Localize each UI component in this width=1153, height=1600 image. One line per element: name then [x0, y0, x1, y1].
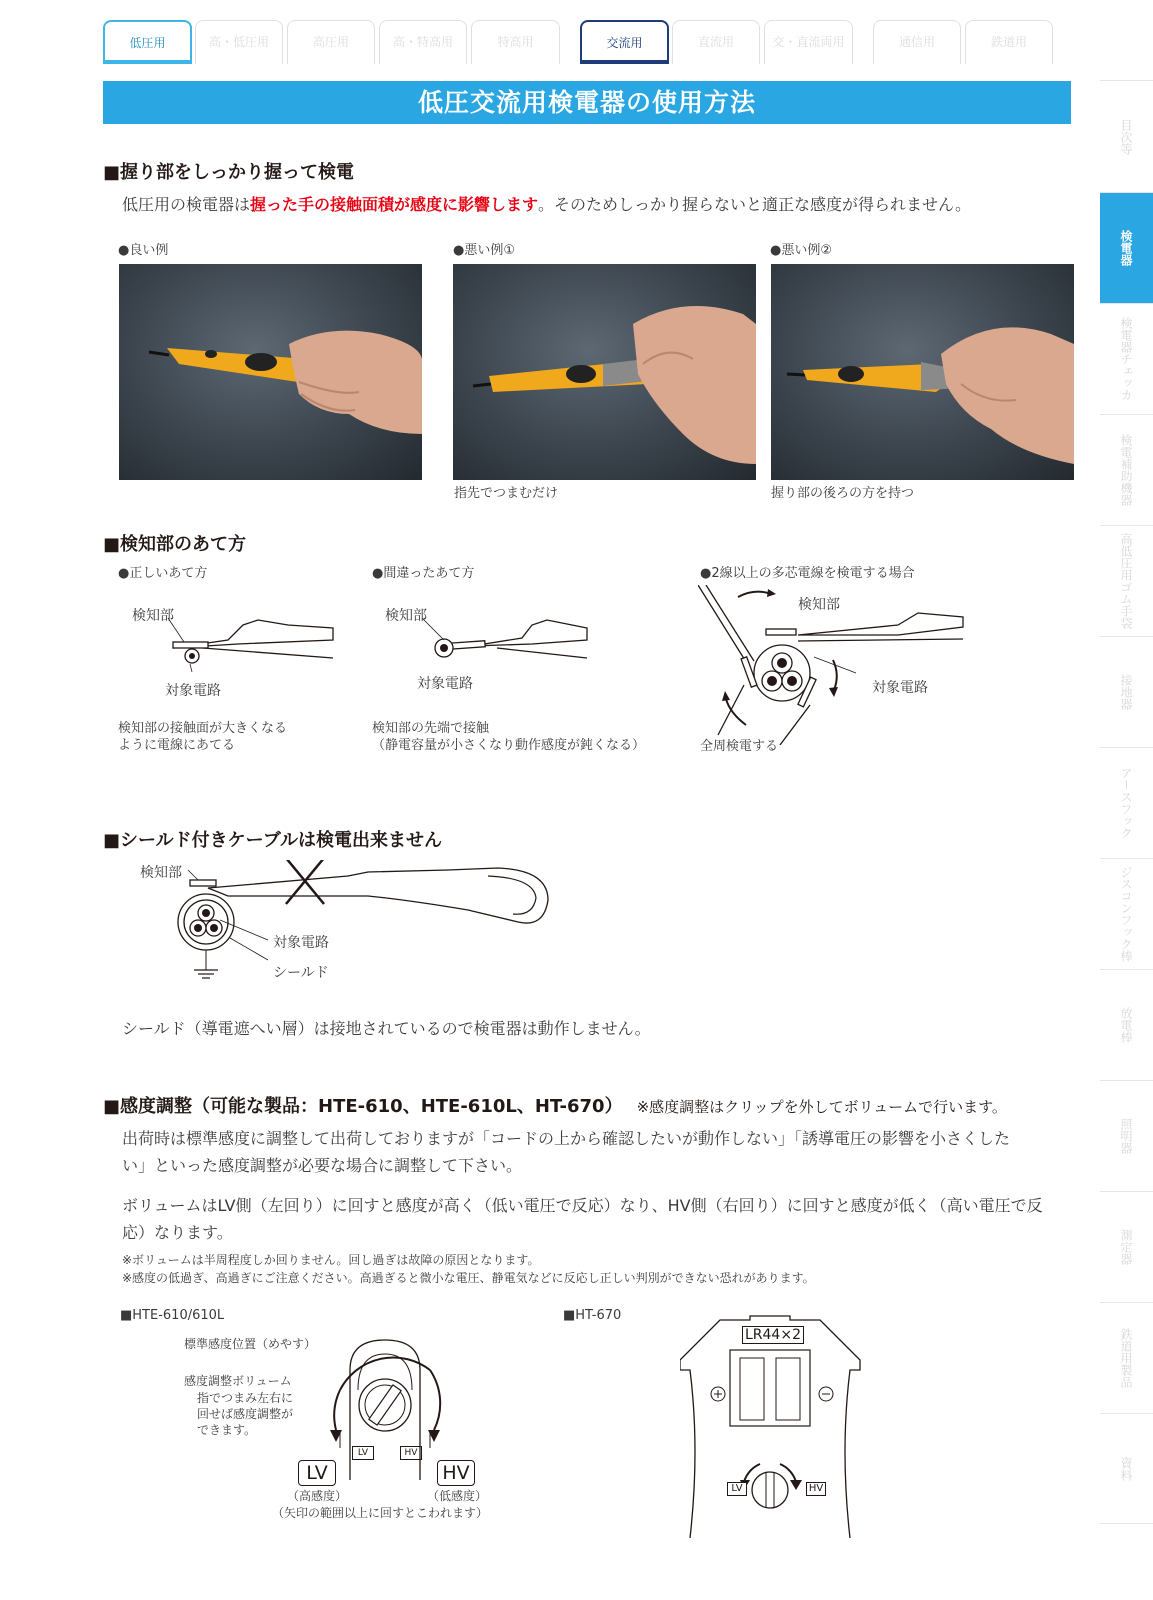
side-item-lighting[interactable]	[1100, 1080, 1153, 1191]
multicore-tag-target: 対象電路	[872, 680, 928, 696]
photo-bad-grip-1	[453, 264, 756, 480]
side-item-checker[interactable]	[1100, 303, 1153, 414]
tab-dc[interactable]	[672, 20, 760, 64]
side-item-hook-stick[interactable]	[1100, 858, 1153, 969]
grip-text-start: 低圧用の検電器は	[122, 195, 251, 214]
correct-note2: ように電線にあてる	[118, 738, 236, 753]
sensitivity-heading-note: ※感度調整はクリップを外してボリュームで行います。	[636, 1098, 1007, 1116]
side-item-label: 目次等	[1119, 118, 1133, 155]
grip-text-highlight: 握った手の接触面積が感度に影響します	[250, 195, 539, 214]
tab-label: 高・特高用	[392, 35, 453, 49]
hte-std-label: 標準感度位置（めやす）	[184, 1337, 317, 1351]
side-item-label: 測定器	[1119, 1229, 1133, 1265]
tab-label: 交・直流両用	[772, 35, 845, 49]
correct-tag-target: 対象電路	[165, 683, 221, 699]
side-item-label: 検電器	[1119, 230, 1133, 266]
tab-label: 直流用	[697, 35, 734, 49]
page-title: 低圧交流用検電器の使用方法	[103, 81, 1071, 124]
section-sensitivity-heading	[103, 1092, 1007, 1118]
example-bad1-label: ●悪い例①	[453, 243, 515, 258]
multicore-tag-sensor: 検知部	[798, 597, 840, 613]
tab-high-low-voltage[interactable]	[195, 20, 283, 64]
tab-high-extra-high[interactable]	[379, 20, 467, 64]
diagram-shield	[168, 860, 558, 1000]
example-good-label: ●良い例	[118, 243, 169, 258]
ht670-lv-mark: LV	[727, 1482, 747, 1496]
tab-extra-high[interactable]	[471, 20, 560, 64]
side-item-earth-hook[interactable]	[1100, 747, 1153, 858]
section-tip-heading: ■検知部のあて方	[103, 534, 247, 555]
side-item-label: 鉄道用製品	[1119, 1328, 1133, 1388]
side-item-label: 接地器	[1119, 674, 1133, 710]
tab-label: 特高用	[497, 35, 534, 49]
side-item-discharge[interactable]	[1100, 969, 1153, 1080]
tab-label: 高圧用	[312, 35, 349, 49]
sensitivity-para1-line1: 出荷時は標準感度に調整して出荷しておりますが「コードの上から確認したいが動作しない」「誘導電圧の影響を小さくした	[122, 1129, 1011, 1148]
side-item-label: 資料	[1119, 1456, 1133, 1481]
tab-label: 低圧用	[129, 36, 166, 50]
wrong-tag-sensor: 検知部	[385, 608, 427, 624]
tab-label: 通信用	[898, 35, 935, 49]
grip-text-end: 。そのためしっかり握らないと適正な感度が得られません。	[538, 195, 971, 214]
rotation-warning: （矢印の範囲以上に回すとこわれます）	[272, 1506, 489, 1520]
hte-hv-mark: HV	[400, 1446, 422, 1460]
wrong-tag-target: 対象電路	[417, 676, 473, 692]
sensitivity-para2-line2: 応）なります。	[122, 1223, 233, 1242]
tab-low-voltage[interactable]	[103, 20, 192, 64]
side-item-grounding[interactable]	[1100, 636, 1153, 747]
shield-tag-target: 対象電路	[273, 935, 329, 951]
ht670-hv-mark: HV	[806, 1482, 826, 1496]
sensitivity-heading-text: ■感度調整（可能な製品：HTE-610、HTE-610L、HT-670）	[103, 1096, 623, 1117]
hv-sub-label: （低感度）	[427, 1489, 488, 1503]
tab-underline	[582, 60, 667, 64]
side-item-label: アースフック	[1119, 767, 1133, 839]
correct-note1: 検知部の接触面が大きくなる	[118, 721, 288, 736]
side-item-contents[interactable]	[1100, 80, 1153, 192]
shield-tag-sensor: 検知部	[140, 865, 182, 881]
tab-railway[interactable]	[965, 20, 1053, 64]
section-grip-heading: ■握り部をしっかり握って検電	[103, 162, 355, 183]
side-item-detector[interactable]	[1100, 192, 1153, 303]
example-bad2-label: ●悪い例②	[770, 243, 832, 258]
tab-underline	[105, 60, 190, 64]
hte-vol-label: 感度調整ボリューム	[184, 1374, 292, 1388]
side-item-label: ジスコンフック棒	[1119, 866, 1133, 962]
side-item-label: 検電器チェッカ	[1119, 317, 1133, 401]
hte-lv-mark: LV	[352, 1446, 374, 1460]
side-item-label: 高低圧用ゴム手袋	[1119, 533, 1133, 629]
hv-badge: HV	[437, 1460, 475, 1486]
side-item-label: 照明器	[1119, 1118, 1133, 1154]
shield-text: シールド（導電遮へい層）は接地されているので検電器は動作しません。	[122, 1019, 651, 1038]
tab-communication[interactable]	[873, 20, 961, 64]
model-b-label: ■HT-670	[563, 1308, 622, 1323]
shield-tag-shield: シールド	[273, 965, 329, 981]
photo-good-grip	[119, 264, 422, 480]
example-bad2-caption: 握り部の後ろの方を持つ	[771, 486, 915, 501]
tab-label: 高・低圧用	[208, 35, 269, 49]
sensitivity-note2: ※感度の低過ぎ、高過ぎにご注意ください。高過ぎると微小な電圧、静電気などに反応し正しい判別ができない恐れがあります。	[122, 1271, 815, 1285]
side-item-aux[interactable]	[1100, 414, 1153, 525]
correct-tag-sensor: 検知部	[132, 608, 174, 624]
side-item-meter[interactable]	[1100, 1191, 1153, 1302]
side-item-label: 検電補助機器	[1119, 434, 1133, 506]
diagram-hte610	[300, 1330, 470, 1480]
case-wrong-label: ●間違ったあて方	[372, 566, 475, 581]
diagram-ht670	[680, 1310, 880, 1538]
battery-label: LR44×2	[742, 1326, 804, 1344]
tab-label: 鉄道用	[990, 35, 1027, 49]
hte-vol-desc3: できます。	[197, 1423, 257, 1437]
hte-vol-desc1: 指でつまみ左右に	[197, 1391, 294, 1405]
wrong-note2: （静電容量が小さくなり動作感度が鈍くなる）	[372, 738, 646, 753]
section-grip-text	[122, 191, 971, 219]
sensitivity-para2-line1: ボリュームはLV側（左回り）に回すと感度が高く（低い電圧で反応）なり、HV側（右回り）に回すと感度が低く（高い電圧で反	[122, 1196, 1043, 1215]
lv-sub-label: （高感度）	[287, 1489, 348, 1503]
sensitivity-note1: ※ボリュームは半周程度しか回りません。回し過ぎは故障の原因となります。	[122, 1253, 540, 1267]
side-item-gloves[interactable]	[1100, 525, 1153, 636]
tab-high-voltage[interactable]	[287, 20, 375, 64]
hte-vol-desc2: 回せば感度調整が	[197, 1407, 294, 1421]
tab-ac[interactable]	[580, 20, 669, 64]
sensitivity-para1-line2: い」といった感度調整が必要な場合に調整して下さい。	[122, 1156, 523, 1175]
model-a-label: ■HTE-610/610L	[120, 1308, 225, 1323]
multicore-note1: 全周検電する	[700, 739, 779, 754]
tab-ac-dc[interactable]	[764, 20, 853, 64]
side-item-label: 放電棒	[1119, 1007, 1133, 1043]
tab-label: 交流用	[606, 36, 643, 50]
example-bad1-caption: 指先でつまむだけ	[454, 486, 559, 501]
side-item-docs[interactable]	[1100, 1413, 1153, 1524]
case-multicore-label: ●2線以上の多芯電線を検電する場合	[700, 566, 915, 581]
section-shield-heading: ■シールド付きケーブルは検電出来ません	[103, 830, 443, 851]
wrong-note1: 検知部の先端で接触	[372, 721, 490, 736]
case-correct-label: ●正しいあて方	[118, 566, 208, 581]
lv-badge: LV	[298, 1460, 336, 1486]
photo-bad-grip-2	[771, 264, 1074, 480]
side-item-railway[interactable]	[1100, 1302, 1153, 1413]
